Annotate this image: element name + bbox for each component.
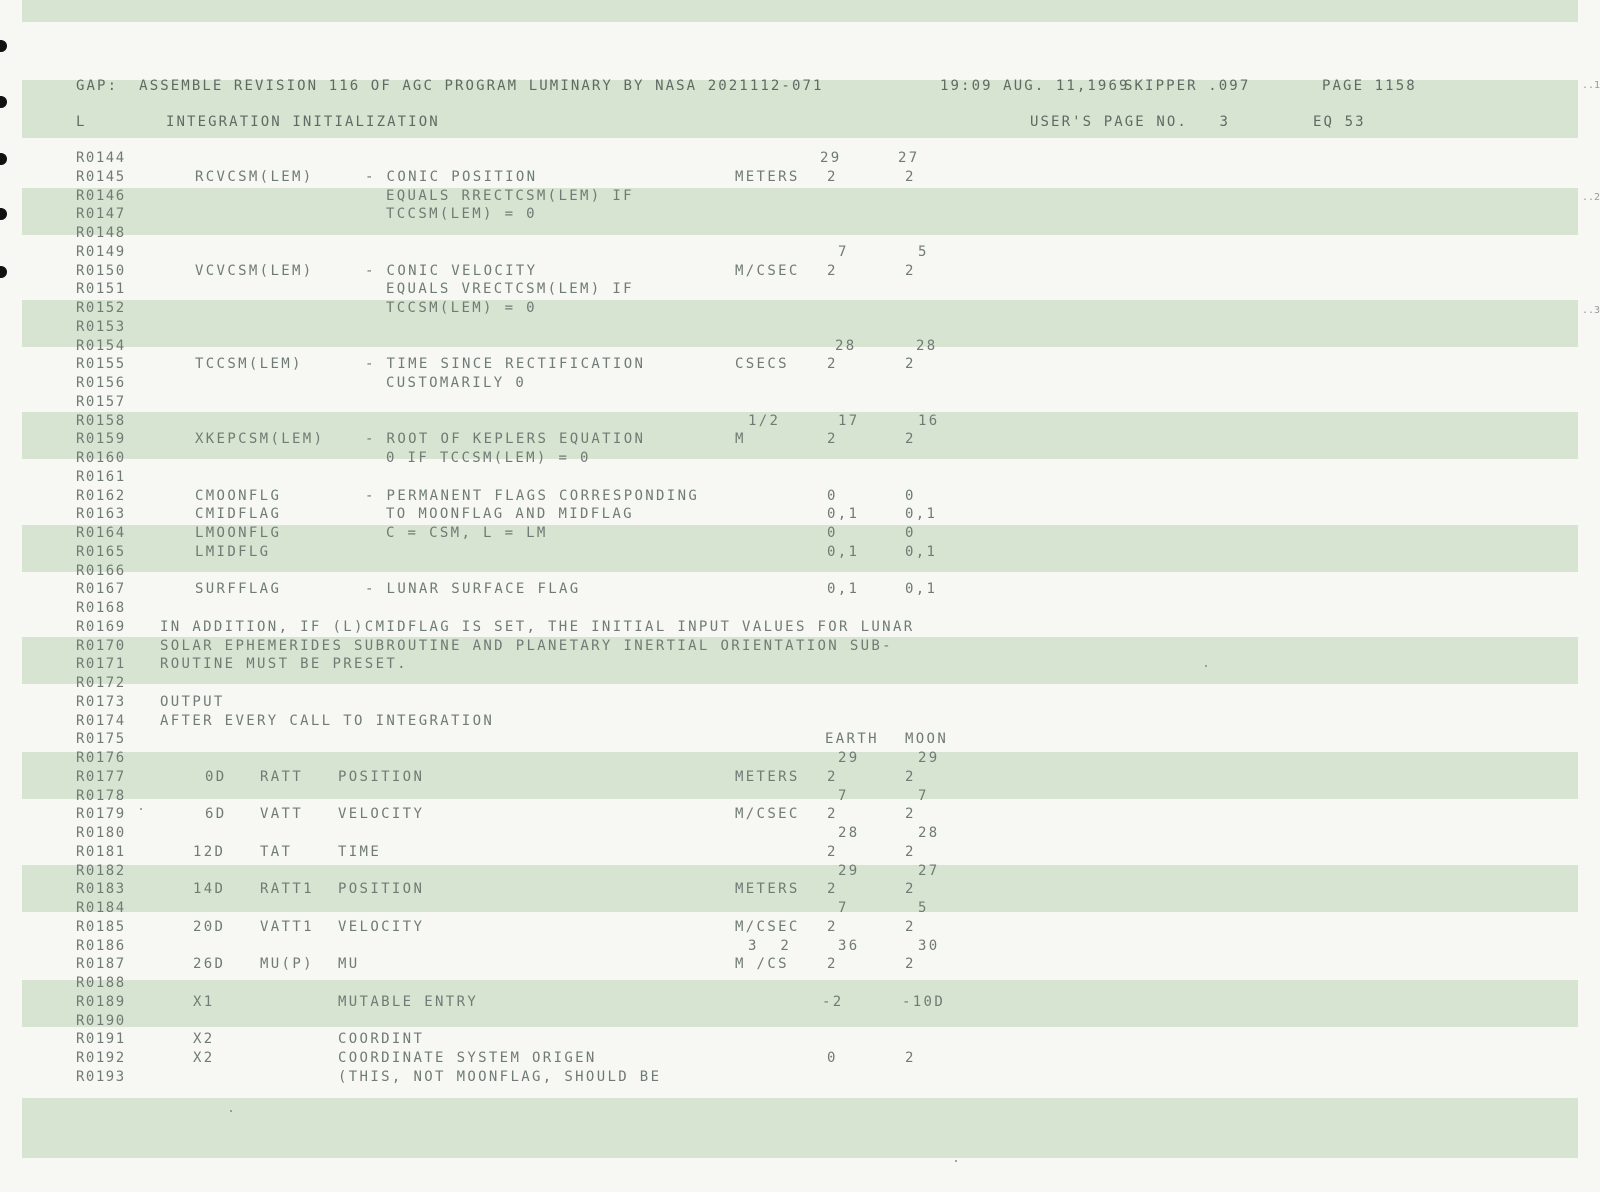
- listing-text: TO MOONFLAG AND MIDFLAG: [386, 506, 634, 522]
- listing-text: 28: [835, 338, 857, 354]
- listing-text: 2: [827, 169, 838, 185]
- line-number: R0193: [76, 1069, 126, 1085]
- line-number: R0159: [76, 431, 126, 447]
- listing-text: 0,1: [905, 581, 938, 597]
- listing-text: EQUALS VRECTCSM(LEM) IF: [386, 281, 634, 297]
- feed-hole: [0, 96, 7, 108]
- paper-band: [22, 752, 1578, 799]
- listing-text: 2: [827, 844, 838, 860]
- listing-text: 26D: [193, 956, 226, 972]
- listing-text: MU: [338, 956, 360, 972]
- listing-text: 28: [918, 825, 940, 841]
- paper-band: [22, 0, 1578, 22]
- listing-text: - TIME SINCE RECTIFICATION: [365, 356, 646, 372]
- listing-text: - CONIC VELOCITY: [365, 263, 538, 279]
- listing-text: COORDINATE SYSTEM ORIGEN: [338, 1050, 597, 1066]
- feed-hole: [0, 153, 7, 165]
- listing-text: AFTER EVERY CALL TO INTEGRATION: [160, 713, 495, 729]
- paper-band: [22, 188, 1578, 235]
- listing-text: 0: [905, 488, 916, 504]
- listing-text: 5: [918, 900, 929, 916]
- listing-text: TCCSM(LEM) = 0: [386, 206, 537, 222]
- listing-text: (THIS, NOT MOONFLAG, SHOULD BE: [338, 1069, 662, 1085]
- eq-label: EQ 53: [1313, 114, 1366, 130]
- line-number: R0182: [76, 863, 126, 879]
- listing-text: 12D: [193, 844, 226, 860]
- line-number: R0163: [76, 506, 126, 522]
- listing-text: RATT: [260, 769, 304, 785]
- listing-text: 2: [905, 1050, 916, 1066]
- listing-text: METERS: [735, 769, 800, 785]
- section-title: INTEGRATION INITIALIZATION: [166, 114, 440, 130]
- listing-text: 36: [838, 938, 860, 954]
- listing-text: VATT1: [260, 919, 314, 935]
- listing-text: CUSTOMARILY 0: [386, 375, 527, 391]
- listing-text: 2: [905, 881, 916, 897]
- listing-text: COORDINT: [338, 1031, 425, 1047]
- line-number: R0183: [76, 881, 126, 897]
- line-number: R0173: [76, 694, 126, 710]
- line-number: R0161: [76, 469, 126, 485]
- feed-hole: [0, 208, 7, 220]
- paper-band: [22, 980, 1578, 1027]
- skipper-label: SKIPPER .097: [1124, 78, 1251, 94]
- line-number: R0181: [76, 844, 126, 860]
- margin-mark: ..1: [1582, 80, 1600, 91]
- page-number: PAGE 1158: [1322, 78, 1417, 94]
- line-number: R0147: [76, 206, 126, 222]
- listing-text: 29: [918, 750, 940, 766]
- line-number: R0160: [76, 450, 126, 466]
- listing-text: RATT1: [260, 881, 314, 897]
- line-number: R0144: [76, 150, 126, 166]
- listing-text: EARTH: [825, 731, 879, 747]
- listing-text: 0: [827, 525, 838, 541]
- line-number: R0158: [76, 413, 126, 429]
- listing-text: SOLAR EPHEMERIDES SUBROUTINE AND PLANETARY INERTIAL ORIENTATION SUB-: [160, 638, 893, 654]
- listing-text: METERS: [735, 881, 800, 897]
- listing-text: MOON: [905, 731, 949, 747]
- line-number: R0186: [76, 938, 126, 954]
- listing-text: C = CSM, L = LM: [386, 525, 548, 541]
- listing-text: 2: [827, 263, 838, 279]
- listing-text: 7: [918, 788, 929, 804]
- listing-text: - LUNAR SURFACE FLAG: [365, 581, 581, 597]
- line-number: R0164: [76, 525, 126, 541]
- listing-text: 2: [905, 356, 916, 372]
- line-number: R0188: [76, 975, 126, 991]
- listing-text: 29: [838, 750, 860, 766]
- listing-text: 2: [905, 769, 916, 785]
- listing-text: 0,1: [905, 544, 938, 560]
- listing-text: VATT: [260, 806, 304, 822]
- users-page-number: USER'S PAGE NO. 3: [1030, 114, 1231, 130]
- listing-text: 28: [838, 825, 860, 841]
- listing-text: 20D: [193, 919, 226, 935]
- listing-text: 29: [820, 150, 842, 166]
- line-number: R0190: [76, 1013, 126, 1029]
- paper-band: [22, 300, 1578, 347]
- log-marker: L: [76, 114, 87, 130]
- line-number: R0176: [76, 750, 126, 766]
- line-number: R0191: [76, 1031, 126, 1047]
- listing-text: 0,1: [905, 506, 938, 522]
- listing-text: M /CS: [735, 956, 789, 972]
- listing-text: - ROOT OF KEPLERS EQUATION: [365, 431, 646, 447]
- speck: [1205, 665, 1207, 667]
- listing-text: 5: [918, 244, 929, 260]
- listing-text: 2: [827, 769, 838, 785]
- listing-text: 0: [827, 488, 838, 504]
- line-number: R0179: [76, 806, 126, 822]
- listing-text: XKEPCSM(LEM): [195, 431, 325, 447]
- listing-text: TAT: [260, 844, 293, 860]
- listing-text: EQUALS RRECTCSM(LEM) IF: [386, 188, 634, 204]
- line-number: R0192: [76, 1050, 126, 1066]
- listing-text: 7: [838, 244, 849, 260]
- listing-text: - CONIC POSITION: [365, 169, 538, 185]
- listing-text: 2: [827, 431, 838, 447]
- listing-text: POSITION: [338, 769, 425, 785]
- listing-text: 0,1: [827, 581, 860, 597]
- listing-text: MU(P): [260, 956, 314, 972]
- line-number: R0172: [76, 675, 126, 691]
- line-number: R0149: [76, 244, 126, 260]
- line-number: R0145: [76, 169, 126, 185]
- listing-text: VELOCITY: [338, 919, 425, 935]
- line-number: R0177: [76, 769, 126, 785]
- listing-text: X2: [193, 1031, 215, 1047]
- listing-text: TCCSM(LEM) = 0: [386, 300, 537, 316]
- line-number: R0162: [76, 488, 126, 504]
- paper-band: [22, 865, 1578, 912]
- line-number: R0174: [76, 713, 126, 729]
- listing-text: 2: [905, 844, 916, 860]
- listing-text: M/CSEC: [735, 263, 800, 279]
- speck: [955, 1160, 957, 1162]
- line-number: R0175: [76, 731, 126, 747]
- listing-text: 0: [827, 1050, 838, 1066]
- listing-text: 0D: [205, 769, 227, 785]
- listing-text: LMIDFLG: [195, 544, 271, 560]
- listing-text: 28: [916, 338, 938, 354]
- listing-text: M: [735, 431, 746, 447]
- listing-text: 2: [905, 956, 916, 972]
- listing-timestamp: 19:09 AUG. 11,1969: [940, 78, 1130, 94]
- speck: [140, 808, 142, 810]
- line-number: R0170: [76, 638, 126, 654]
- line-number: R0168: [76, 600, 126, 616]
- listing-text: X1: [193, 994, 215, 1010]
- feed-hole: [0, 40, 7, 52]
- listing-text: MUTABLE ENTRY: [338, 994, 479, 1010]
- listing-text: 0,1: [827, 544, 860, 560]
- listing-text: 29: [838, 863, 860, 879]
- line-number: R0189: [76, 994, 126, 1010]
- listing-text: -10D: [902, 994, 946, 1010]
- listing-text: ROUTINE MUST BE PRESET.: [160, 656, 408, 672]
- listing-text: 0: [905, 525, 916, 541]
- line-number: R0148: [76, 225, 126, 241]
- line-number: R0156: [76, 375, 126, 391]
- line-number: R0169: [76, 619, 126, 635]
- listing-text: 2: [827, 356, 838, 372]
- line-number: R0150: [76, 263, 126, 279]
- listing-text: 2: [827, 806, 838, 822]
- listing-text: M/CSEC: [735, 919, 800, 935]
- listing-text: - PERMANENT FLAGS CORRESPONDING: [365, 488, 700, 504]
- feed-hole: [0, 266, 7, 278]
- line-number: R0171: [76, 656, 126, 672]
- line-number: R0154: [76, 338, 126, 354]
- listing-text: SURFFLAG: [195, 581, 282, 597]
- listing-text: 17: [838, 413, 860, 429]
- listing-text: CSECS: [735, 356, 789, 372]
- listing-text: CMOONFLG: [195, 488, 282, 504]
- line-number: R0146: [76, 188, 126, 204]
- listing-text: TCCSM(LEM): [195, 356, 303, 372]
- listing-text: CMIDFLAG: [195, 506, 282, 522]
- listing-text: 14D: [193, 881, 226, 897]
- line-number: R0180: [76, 825, 126, 841]
- margin-mark: ..2: [1582, 192, 1600, 203]
- listing-text: 2: [905, 431, 916, 447]
- listing-text: LMOONFLG: [195, 525, 282, 541]
- line-number: R0165: [76, 544, 126, 560]
- listing-text: 2: [905, 919, 916, 935]
- listing-text: 0,1: [827, 506, 860, 522]
- line-number: R0166: [76, 563, 126, 579]
- line-number: R0167: [76, 581, 126, 597]
- listing-text: 2: [827, 919, 838, 935]
- listing-text: VCVCSM(LEM): [195, 263, 314, 279]
- listing-text: X2: [193, 1050, 215, 1066]
- line-number: R0157: [76, 394, 126, 410]
- listing-text: M/CSEC: [735, 806, 800, 822]
- paper-band: [22, 1098, 1578, 1158]
- listing-text: VELOCITY: [338, 806, 425, 822]
- listing-text: 27: [918, 863, 940, 879]
- listing-text: 3 2: [748, 938, 792, 954]
- speck: [230, 1110, 232, 1112]
- listing-text: 2: [905, 169, 916, 185]
- line-number: R0151: [76, 281, 126, 297]
- listing-text: 7: [838, 900, 849, 916]
- listing-text: 6D: [205, 806, 227, 822]
- listing-text: 27: [898, 150, 920, 166]
- listing-text: 0 IF TCCSM(LEM) = 0: [386, 450, 591, 466]
- margin-mark: ..3: [1582, 305, 1600, 316]
- listing-text: 7: [838, 788, 849, 804]
- listing-text: 2: [827, 956, 838, 972]
- listing-text: POSITION: [338, 881, 425, 897]
- line-number: R0155: [76, 356, 126, 372]
- listing-text: 16: [918, 413, 940, 429]
- listing-text: 2: [905, 263, 916, 279]
- line-number: R0184: [76, 900, 126, 916]
- listing-text: 2: [827, 881, 838, 897]
- line-number: R0178: [76, 788, 126, 804]
- listing-text: IN ADDITION, IF (L)CMIDFLAG IS SET, THE INITIAL INPUT VALUES FOR LUNAR: [160, 619, 915, 635]
- listing-text: OUTPUT: [160, 694, 225, 710]
- listing-title: GAP: ASSEMBLE REVISION 116 OF AGC PROGRAM LUMINARY BY NASA 2021112-071: [76, 78, 824, 94]
- line-number: R0185: [76, 919, 126, 935]
- listing-text: 30: [918, 938, 940, 954]
- listing-text: -2: [822, 994, 844, 1010]
- line-number: R0153: [76, 319, 126, 335]
- listing-text: METERS: [735, 169, 800, 185]
- listing-text: RCVCSM(LEM): [195, 169, 314, 185]
- line-number: R0187: [76, 956, 126, 972]
- listing-text: 2: [905, 806, 916, 822]
- listing-text: 1/2: [748, 413, 781, 429]
- line-number: R0152: [76, 300, 126, 316]
- listing-text: TIME: [338, 844, 382, 860]
